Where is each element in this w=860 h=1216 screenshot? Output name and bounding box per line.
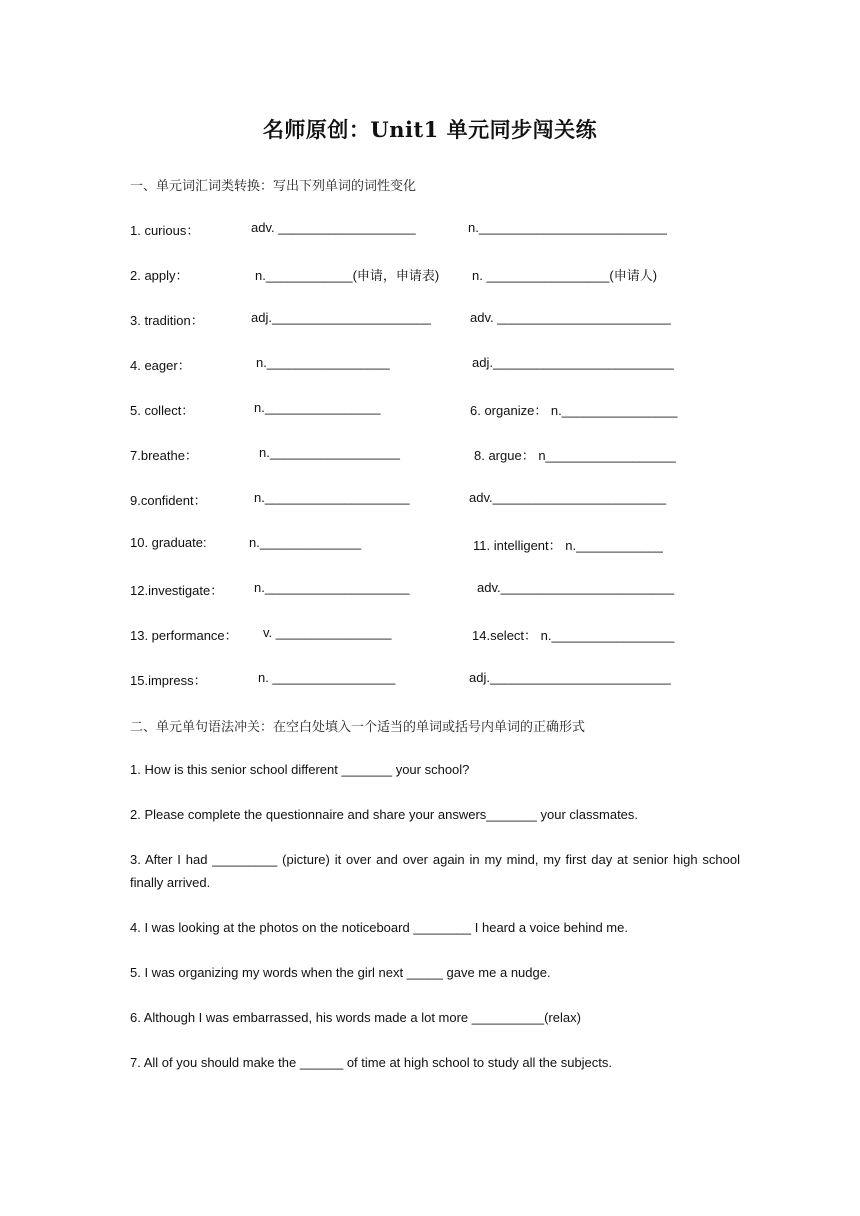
vocab-blank-a: n.______________ bbox=[249, 535, 362, 550]
vocab-row bbox=[0, 265, 860, 285]
grammar-item: 2. Please complete the questionnaire and share your answers_______ your classmates. bbox=[130, 807, 639, 822]
vocab-blank-b: adv.________________________ bbox=[469, 490, 667, 505]
vocab-row bbox=[0, 580, 860, 600]
vocab-blank-b: n.__________________________ bbox=[468, 220, 667, 235]
vocab-word: 2. apply： bbox=[130, 268, 189, 283]
vocab-blank-b: adj._________________________ bbox=[472, 355, 674, 370]
vocab-word: 9.confident： bbox=[130, 493, 207, 508]
vocab-blank-a: n.____________________ bbox=[254, 490, 410, 505]
vocab-blank-b: 11. intelligent： n.____________ bbox=[473, 538, 663, 553]
vocab-blank-a: n. _________________ bbox=[258, 670, 396, 685]
vocab-row bbox=[0, 220, 860, 240]
vocab-word: 12.investigate： bbox=[130, 583, 224, 598]
vocab-word: 4. eager： bbox=[130, 358, 191, 373]
vocab-row bbox=[0, 355, 860, 375]
vocab-blank-a: n.________________ bbox=[254, 400, 381, 415]
vocab-blank-a: n.__________________ bbox=[259, 445, 400, 460]
vocab-blank-b: adj._________________________ bbox=[469, 670, 671, 685]
vocab-blank-a: adj.______________________ bbox=[251, 310, 432, 325]
vocab-word: 13. performance： bbox=[130, 628, 238, 643]
vocab-row bbox=[0, 670, 860, 690]
section-2-heading: 二、单元单句语法冲关：在空白处填入一个适当的单词或括号内单词的正确形式 bbox=[130, 720, 586, 735]
vocab-blank-a: v. ________________ bbox=[263, 625, 392, 640]
vocab-blank-b: 8. argue： n__________________ bbox=[474, 448, 676, 463]
vocab-row bbox=[0, 535, 860, 555]
vocab-word: 15.impress： bbox=[130, 673, 207, 688]
page-title: 名师原创：Unit1 单元同步闯关练 bbox=[262, 117, 598, 142]
grammar-item: 5. I was organizing my words when the girl next _____ gave me a nudge. bbox=[130, 965, 551, 980]
vocab-row bbox=[0, 490, 860, 510]
vocab-blank-b: 6. organize： n.________________ bbox=[470, 403, 678, 418]
grammar-item: 4. I was looking at the photos on the noticeboard ________ I heard a voice behind me. bbox=[130, 920, 628, 935]
grammar-item: 1. How is this senior school different _______ your school? bbox=[130, 762, 470, 777]
vocab-word: 10. graduate: bbox=[130, 535, 207, 550]
vocab-blank-a: n.____________________ bbox=[254, 580, 410, 595]
vocab-row bbox=[0, 310, 860, 330]
vocab-row bbox=[0, 625, 860, 645]
vocab-row bbox=[0, 445, 860, 465]
vocab-row bbox=[0, 400, 860, 420]
vocab-blank-a: n.____________(申请，申请表) bbox=[255, 268, 440, 283]
vocab-blank-a: adv. ___________________ bbox=[251, 220, 416, 235]
vocab-blank-a: n._________________ bbox=[256, 355, 390, 370]
grammar-item: 3. After I had _________ (picture) it over and over again in my mind, my first day at senior high school finally arrived. bbox=[130, 852, 740, 890]
vocab-word: 3. tradition： bbox=[130, 313, 204, 328]
vocab-blank-b: n. _________________(申请人) bbox=[472, 268, 658, 283]
grammar-item: 6. Although I was embarrassed, his words made a lot more __________(relax) bbox=[130, 1010, 581, 1025]
vocab-blank-b: adv.________________________ bbox=[477, 580, 675, 595]
vocab-word: 5. collect： bbox=[130, 403, 195, 418]
vocab-word: 1. curious： bbox=[130, 223, 200, 238]
vocab-blank-b: adv. ________________________ bbox=[470, 310, 671, 325]
vocab-blank-b: 14.select： n._________________ bbox=[472, 628, 675, 643]
section-1-heading: 一、单元词汇词类转换：写出下列单词的词性变化 bbox=[130, 179, 417, 194]
vocab-word: 7.breathe： bbox=[130, 448, 198, 463]
grammar-item: 7. All of you should make the ______ of time at high school to study all the subjects. bbox=[130, 1055, 613, 1070]
